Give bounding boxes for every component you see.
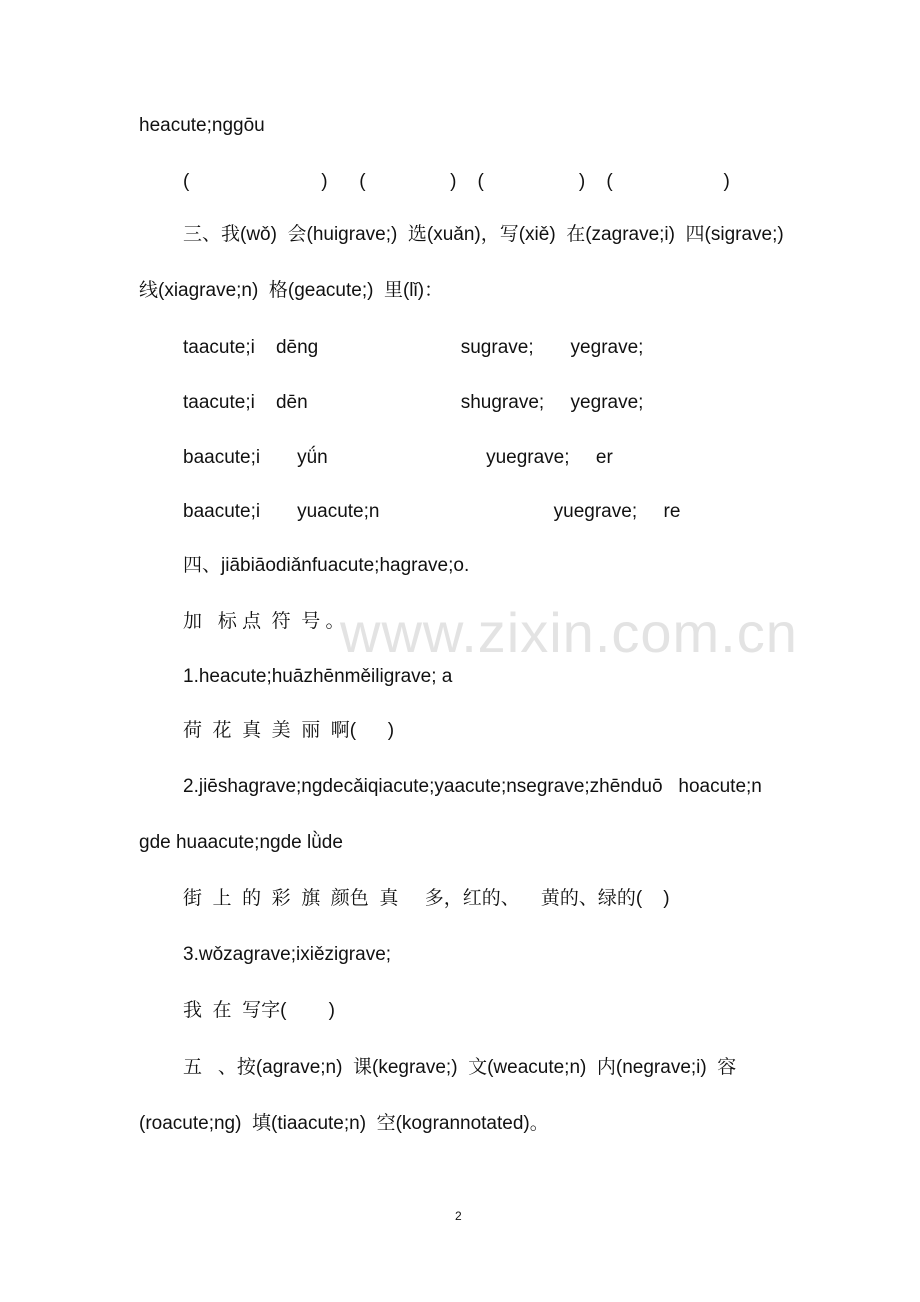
item-1-sentence: 荷 花 真 美 丽 啊( ) [183,720,395,741]
page-number: 2 [455,1209,462,1223]
pinyin-pair-row-4: baacute;i yuacute;n yuegrave; re [183,501,681,522]
section-three-heading-cont: 线(xiagrave;n) 格(geacute;) 里(lǐ)： [139,280,444,301]
pinyin-pair-row-3: baacute;i yǘn yuegrave; er [183,447,613,468]
item-2-pinyin: 2.jiēshagrave;nɡdecǎiqiacute;yaacute;nsegrave;zhēnduō hoacute;n [183,776,762,797]
pinyin-line-hegou: heacute;nɡɡōu [139,115,265,136]
section-five-heading: 五 、按(agrave;n) 课(kegrave;) 文(weacute;n) 内(negrave;i) 容 [183,1057,737,1078]
watermark: www.zixin.com.cn [340,601,798,664]
item-2-sentence: 街 上 的 彩 旗 颜色 真 多，红的、 黄的、绿的( ) [183,888,670,909]
section-three-heading: 三、我(wǒ) 会(huigrave;) 选(xuǎn)，写(xiě) 在(zagrave;i) 四(sigrave;) [183,224,784,245]
item-2-pinyin-cont: ɡde huaacute;nɡde lǜde [139,832,343,853]
pinyin-pair-row-1: taacute;i dēnɡ sugrave; yegrave; [183,337,644,358]
section-four-heading: 四、jiābiāodiǎnfuacute;hagrave;o. [183,555,470,576]
section-five-heading-cont: (roacute;ng) 填(tiaacute;n) 空(kogrannotated)。 [139,1113,549,1134]
section-four-heading-cn: 加 标 点 符 号 。 [183,611,345,632]
item-3-sentence: 我 在 写字( ) [183,1000,336,1021]
item-1-pinyin: 1.heacute;huāzhēnměiligrave; a [183,666,453,687]
pinyin-pair-row-2: taacute;i dēn shugrave; yegrave; [183,392,644,413]
item-3-pinyin: 3.wǒzagrave;ixiězigrave; [183,944,392,965]
answer-blanks: ( ) ( ) ( ) ( ) [183,171,730,192]
